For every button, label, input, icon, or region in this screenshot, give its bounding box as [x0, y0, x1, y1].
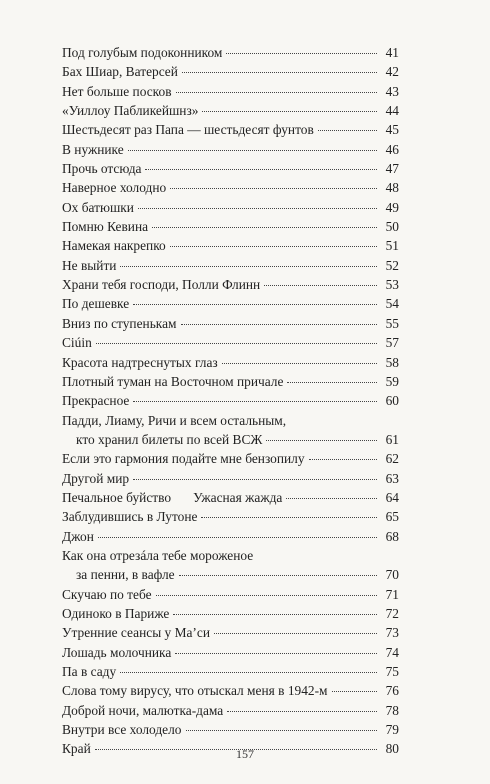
dot-leader [128, 150, 377, 151]
toc-entry-title: Намекая накрепко [62, 238, 166, 254]
dot-leader [266, 440, 377, 441]
dot-leader [201, 517, 377, 518]
toc-entry-page: 80 [385, 741, 399, 757]
toc-entry-page: 65 [385, 509, 399, 525]
toc-entry-title: Край [62, 741, 91, 757]
toc-entry-page: 52 [385, 257, 399, 273]
toc-entry-page: 78 [385, 702, 399, 718]
toc-entry-title: Вниз по ступенькам [62, 315, 177, 331]
toc-entry-page: 59 [385, 373, 399, 389]
toc-entry-page: 72 [385, 605, 399, 621]
toc-entry-page: 75 [385, 664, 399, 679]
dot-leader [96, 343, 377, 344]
toc-entry-page: 79 [385, 722, 399, 738]
toc-entry [62, 720, 399, 739]
toc-entry-page: 74 [385, 644, 399, 660]
toc-entry-title: По дешевке [62, 296, 130, 312]
dot-leader [309, 459, 377, 460]
dot-leader [170, 188, 377, 189]
toc-entry-page: 61 [385, 431, 399, 447]
toc-entry-title-line1: Как она отрезáла тебе мороженое [62, 547, 254, 563]
dot-leader [227, 711, 377, 712]
toc-entry [62, 198, 399, 217]
dot-leader [176, 92, 377, 93]
dot-leader [145, 169, 377, 170]
dot-leader [186, 730, 378, 731]
toc-entry-page: 64 [385, 489, 399, 505]
toc-entry-page: 54 [385, 296, 399, 312]
dot-leader [133, 401, 377, 402]
toc-entry-multiline [62, 546, 399, 585]
dot-leader [287, 382, 377, 383]
toc-entry-page: 57 [385, 335, 399, 351]
toc-entry-title: Под голубым подоконником [62, 45, 223, 60]
toc-entry-page: 51 [385, 238, 399, 254]
dot-leader [170, 246, 377, 247]
toc-entry-page: 48 [385, 180, 399, 196]
toc-entry-page: 42 [385, 64, 399, 80]
dot-leader [175, 653, 377, 654]
dot-leader [318, 130, 377, 131]
dot-leader [264, 285, 377, 286]
toc-entry-title: Скучаю по тебе [62, 586, 152, 602]
dot-leader [98, 537, 377, 538]
toc-entry-page: 49 [385, 199, 399, 215]
toc-entry-page: 41 [385, 45, 399, 60]
toc-entry-title-line2: за пенни, в вафле [76, 567, 175, 583]
toc-entry-page: 63 [385, 470, 399, 486]
toc-entry-title: Нет больше посков [62, 83, 172, 99]
toc-entry-title: Прочь отсюда [62, 161, 142, 177]
toc-entry [62, 701, 399, 720]
toc-entry-page: 71 [385, 586, 399, 602]
toc-entry-page: 47 [385, 161, 399, 177]
toc-entry-title: Плотный туман на Восточном причале [62, 373, 284, 389]
toc-entry [62, 101, 399, 120]
toc-entry-title: Бах Шиар, Ватерсей [62, 64, 178, 80]
toc-entry-page: 45 [385, 122, 399, 138]
toc-entry-title: Джон [62, 528, 94, 544]
dot-leader [332, 691, 377, 692]
toc-entry [62, 43, 399, 62]
dot-leader [182, 72, 377, 73]
toc-entry-title: Заблудившись в Лутоне [62, 509, 198, 525]
toc-entry [62, 372, 399, 391]
toc-entry-title: Доброй ночи, малютка-дама [62, 702, 224, 718]
toc-entry-title: Не выйти [62, 257, 117, 273]
toc-entry [62, 507, 399, 526]
dot-leader [156, 595, 377, 596]
dot-leader [222, 363, 377, 364]
toc-entry-page: 43 [385, 83, 399, 99]
toc-entry [62, 488, 399, 507]
toc-entry-title-line1: Падди, Лиаму, Ричи и всем остальным, [62, 412, 287, 428]
toc-entry [62, 256, 399, 275]
dot-leader [120, 672, 377, 673]
toc-entry [62, 681, 399, 700]
toc-entry [62, 469, 399, 488]
toc-entry [62, 333, 399, 352]
toc-entry-title: Другой мир [62, 470, 130, 486]
toc-entry-title: Наверное холодно [62, 180, 167, 196]
toc-entry-title-line2: кто хранил билеты по всей ВСЖ [76, 431, 263, 447]
toc-entry [62, 314, 399, 333]
toc-entry [62, 353, 399, 372]
toc-entry [62, 662, 399, 681]
toc-entry [62, 120, 399, 139]
table-of-contents [62, 43, 399, 759]
toc-entry-title: Утренние сеансы у Ма’си [62, 625, 210, 641]
toc-entry [62, 62, 399, 81]
dot-leader [138, 208, 377, 209]
toc-entry-page: 62 [385, 451, 399, 467]
toc-entry-multiline [62, 411, 399, 450]
toc-entry-title: Храни тебя господи, Полли Флинн [62, 277, 261, 293]
dot-leader [214, 633, 377, 634]
toc-entry-title: Помню Кевина [62, 219, 149, 235]
page-number: 157 [236, 747, 254, 761]
dot-leader [152, 227, 377, 228]
toc-entry-page: 46 [385, 141, 399, 157]
toc-entry [62, 643, 399, 662]
toc-entry [62, 527, 399, 546]
toc-entry [62, 623, 399, 642]
toc-entry [62, 604, 399, 623]
toc-entry-page: 68 [385, 528, 399, 544]
toc-entry [62, 159, 399, 178]
toc-entry [62, 236, 399, 255]
toc-entry-title: Па в саду [62, 664, 117, 679]
toc-entry [62, 449, 399, 468]
toc-entry-page: 44 [385, 103, 399, 119]
dot-leader [133, 304, 377, 305]
toc-entry-page: 58 [385, 354, 399, 370]
toc-entry-page: 70 [385, 567, 399, 583]
toc-entry-title: Лошадь молочника [62, 644, 172, 660]
toc-entry-page: 73 [385, 625, 399, 641]
toc-entry-title: Слова тому вирусу, что отыскал меня в 1942-м [62, 683, 328, 699]
toc-entry [62, 585, 399, 604]
dot-leader [202, 111, 377, 112]
toc-entry [62, 217, 399, 236]
toc-entry-title-b: Ужасная жажда [193, 489, 283, 505]
toc-entry-page: 60 [385, 393, 399, 409]
toc-entry-title: Прекрасное [62, 393, 130, 409]
toc-entry [62, 140, 399, 159]
toc-entry-page: 50 [385, 219, 399, 235]
toc-entry-title: Красота надтреснутых глаз [62, 354, 218, 370]
dot-leader [120, 266, 377, 267]
dot-leader [173, 614, 377, 615]
toc-entry-title: Печальное буйство [62, 489, 172, 505]
toc-entry-title: В нужнике [62, 141, 124, 157]
toc-entry [62, 391, 399, 410]
dot-leader [286, 498, 377, 499]
toc-entry [62, 275, 399, 294]
dot-leader [226, 53, 377, 54]
toc-entry-title: «Уиллоу Пабликейшнз» [62, 103, 199, 119]
dot-leader [179, 575, 377, 576]
toc-entry-page: 53 [385, 277, 399, 293]
toc-entry-title: Если это гармония подайте мне бензопилу [62, 451, 305, 467]
toc-entry-title: Одиноко в Париже [62, 605, 170, 621]
toc-entry-page: 76 [385, 683, 399, 699]
dot-leader [181, 324, 377, 325]
toc-entry-title: Ciúin [62, 335, 92, 351]
toc-entry [62, 178, 399, 197]
toc-entry [62, 294, 399, 313]
toc-entry-title: Внутри все холодело [62, 722, 182, 738]
toc-entry-title: Ох батюшки [62, 199, 134, 215]
toc-entry [62, 82, 399, 101]
toc-entry-page: 55 [385, 315, 399, 331]
toc-entry-title: Шестьдесят раз Папа — шестьдесят фунтов [62, 122, 314, 138]
dot-leader [133, 479, 377, 480]
